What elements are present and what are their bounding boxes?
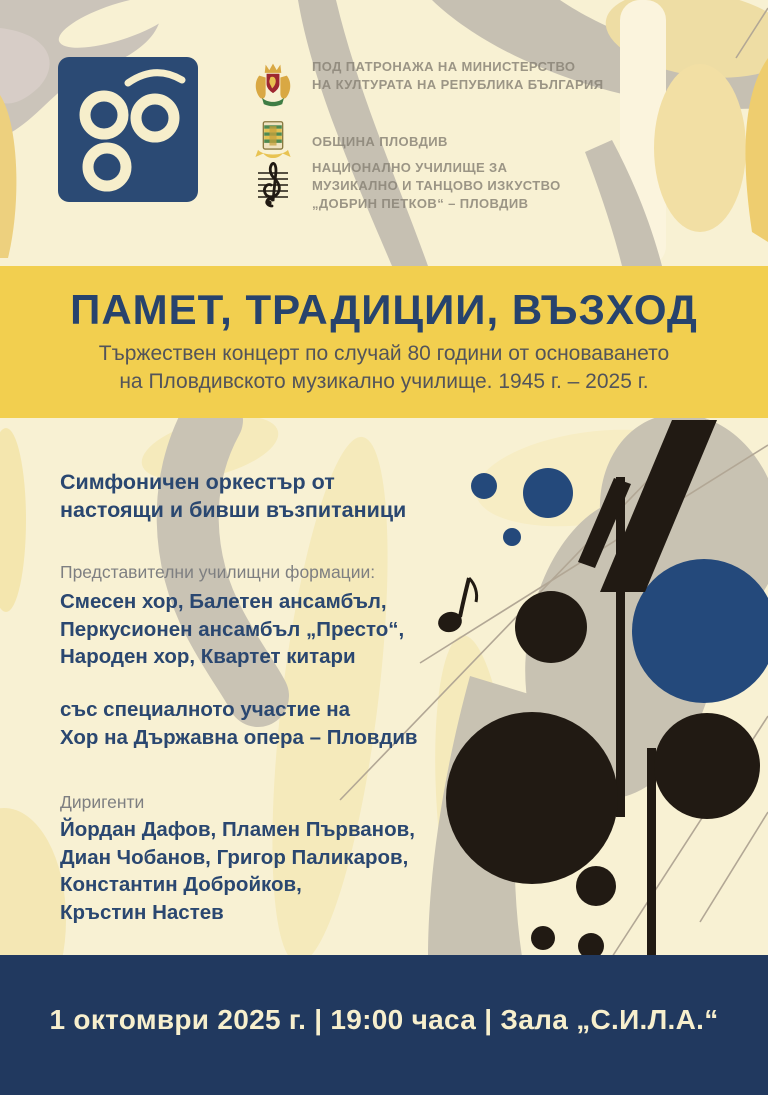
conductors-block xyxy=(60,816,580,926)
conductors-label: Диригенти xyxy=(60,792,145,812)
special-line: Хор на Държавна опера – Пловдив xyxy=(60,725,418,749)
school-line: НАЦИОНАЛНО УЧИЛИЩЕ ЗА xyxy=(312,160,508,175)
special-line: със специалното участие на xyxy=(60,698,350,721)
subtitle-line: Тържествен концерт по случай 80 години от основаването xyxy=(98,342,670,365)
anniversary-logo xyxy=(58,57,198,202)
special-guests-block xyxy=(60,696,580,751)
conductor-line: Кръстин Настев xyxy=(60,900,224,924)
formations-label: Представителни училищни формации: xyxy=(60,562,376,582)
treble-clef-icon xyxy=(248,159,298,209)
poster-subtitle xyxy=(0,340,768,396)
bulgaria-coat-of-arms-icon xyxy=(248,58,298,108)
poster-title: ПАМЕТ, ТРАДИЦИИ, ВЪЗХОД xyxy=(70,286,698,333)
event-date-time-venue: 1 октомври 2025 г. | 19:00 часа | Зала „С.И.Л.А.“ xyxy=(49,1004,719,1035)
subtitle-line: на Пловдивското музикално училище. 1945 г. – 2025 г. xyxy=(119,370,649,393)
formations-line: Смесен хор, Балетен ансамбъл, xyxy=(60,590,387,613)
conductor-line: Йордан Дафов, Пламен Първанов, xyxy=(60,818,415,841)
patronage-line: ПОД ПАТРОНАЖА НА МИНИСТЕРСТВО xyxy=(312,59,576,74)
orchestra-block xyxy=(60,468,580,524)
school-line: МУЗИКАЛНО И ТАНЦОВО ИЗКУСТВО xyxy=(312,178,561,193)
patronage-line: НА КУЛТУРАТА НА РЕПУБЛИКА БЪЛГАРИЯ xyxy=(312,77,604,92)
conductor-line: Константин Добройков, xyxy=(60,873,302,896)
formations-block xyxy=(60,588,580,671)
patronage-row xyxy=(248,58,604,108)
school-row xyxy=(248,159,561,213)
municipality-line: ОБЩИНА ПЛОВДИВ xyxy=(312,134,448,149)
formations-line: Народен хор, Квартет китари xyxy=(60,645,356,668)
title-banner xyxy=(0,266,768,418)
conductor-line: Диан Чобанов, Григор Паликаров, xyxy=(60,845,409,869)
orchestra-line: Симфоничен оркестър от xyxy=(60,470,335,494)
event-info-bar xyxy=(0,955,768,1095)
school-line: „ДОБРИН ПЕТКОВ“ – ПЛОВДИВ xyxy=(312,196,529,211)
formations-line: Перкусионен ансамбъл „Престо“, xyxy=(60,617,405,641)
orchestra-line: настоящи и бивши възпитаници xyxy=(60,498,407,522)
